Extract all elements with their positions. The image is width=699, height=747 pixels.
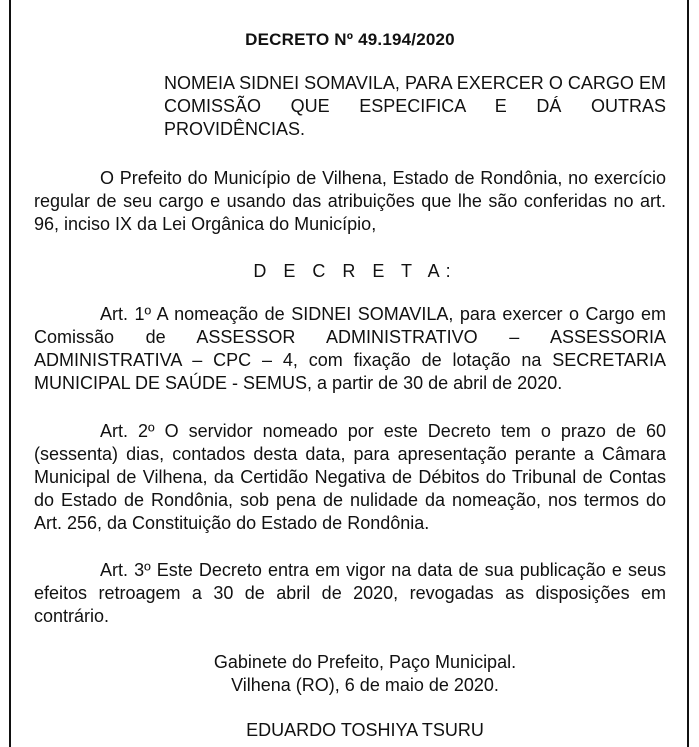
signatory-name: EDUARDO TOSHIYA TSURU	[246, 720, 484, 740]
closing-block	[34, 651, 666, 697]
decreta-heading: D E C R E T A:	[253, 261, 457, 281]
article-2: Art. 2º O servidor nomeado por este Decreto tem o prazo de 60 (sessenta) dias, contados desta data, para apresentação perante a Câmara Municipal de Vilhena, da Certidão Negativa de Débitos do Tribunal de Contas do Estado de Rondônia, sob pena de nulidade da nomeação, nos termos do Art. 256, da Constituição do Estado de Rondônia.	[34, 421, 666, 533]
decree-ementa: NOMEIA SIDNEI SOMAVILA, PARA EXERCER O CARGO EM COMISSÃO QUE ESPECIFICA E DÁ OUTRAS PROVIDÊNCIAS.	[164, 73, 666, 139]
decree-preamble: O Prefeito do Município de Vilhena, Estado de Rondônia, no exercício regular de seu cargo e usando das atribuições que lhe são conferidas no art. 96, inciso IX da Lei Orgânica do Município,	[34, 168, 666, 234]
closing-place: Gabinete do Prefeito, Paço Municipal.	[213, 652, 517, 672]
closing-date: Vilhena (RO), 6 de maio de 2020.	[231, 675, 499, 695]
article-1: Art. 1º A nomeação de SIDNEI SOMAVILA, para exercer o Cargo em Comissão de ASSESSOR ADMINISTRATIVO – ASSESSORIA ADMINISTRATIVA – CPC – 4, com fixação de lotação na SECRETARIA MUNICIPAL DE SAÚDE - SEMUS, a partir de 30 de abril de 2020.	[34, 304, 666, 393]
decree-title: DECRETO Nº 49.194/2020	[245, 30, 455, 49]
article-3: Art. 3º Este Decreto entra em vigor na data de sua publicação e seus efeitos retroagem a 30 de abril de 2020, revogadas as disposições em contrário.	[34, 560, 666, 626]
